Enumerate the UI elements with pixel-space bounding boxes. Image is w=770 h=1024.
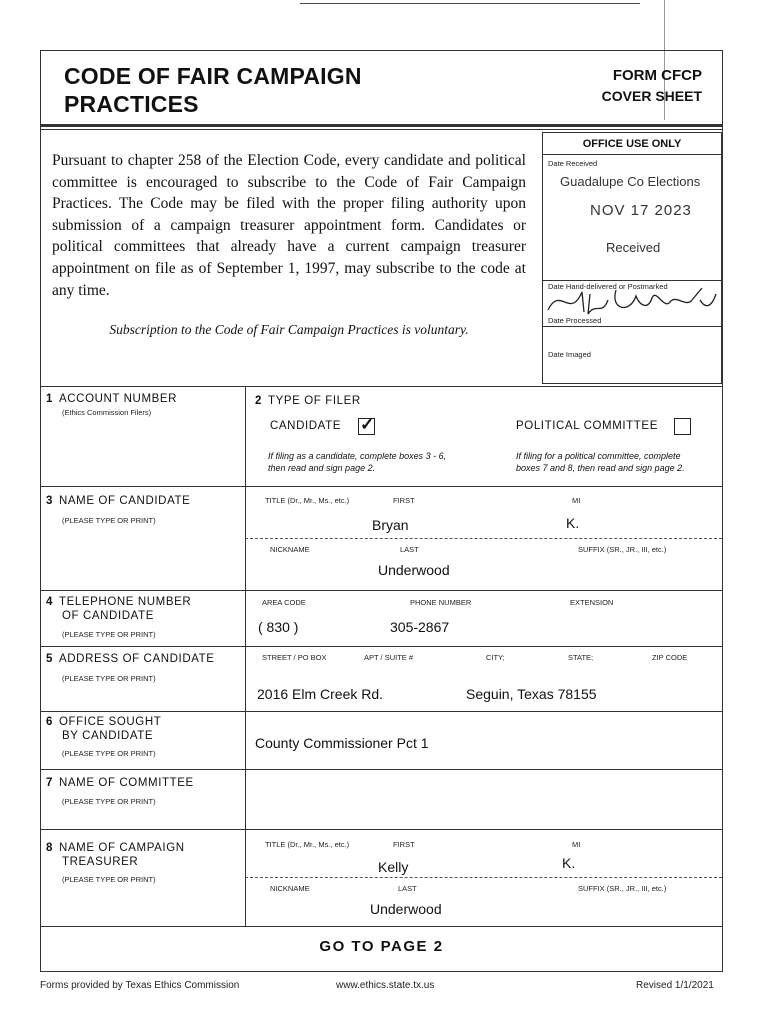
section-number: 3 (46, 495, 53, 507)
suffix-label: SUFFIX (SR., JR., III, etc.) (578, 545, 667, 554)
section-title-text: TYPE OF FILER (268, 395, 361, 407)
header-divider-thin (40, 129, 723, 130)
section-divider (40, 646, 723, 647)
intro-paragraph: Pursuant to chapter 258 of the Election Code, every candidate and political committee is encouraged to subscribe to the Code of Fair Campaign Practices. The Code may be filed with the proper filing authority upon submission of a campaign treasurer appointment form. Candidates or political committees that already have a current campaign treasurer appointment on file as of September 1, 1997, may subscribe to the code at any time. (52, 152, 526, 299)
office-use-title: OFFICE USE ONLY (582, 138, 682, 150)
last-name-label: LAST (398, 884, 417, 893)
treasurer-last-name[interactable]: Underwood (370, 901, 442, 917)
section-title-text: TREASURER (62, 856, 139, 868)
section-number: 7 (46, 777, 53, 789)
extension-label: EXTENSION (570, 598, 614, 607)
phone-number-label: PHONE NUMBER (410, 598, 472, 607)
section-8-title (46, 841, 185, 869)
section-4-title (46, 595, 191, 623)
note-line: If filing for a political committee, complete (516, 451, 681, 461)
footer-website[interactable]: www.ethics.state.tx.us (336, 980, 435, 991)
title-field-label: TITLE (Dr., Mr., Ms., etc.) (265, 496, 350, 505)
nickname-label: NICKNAME (270, 545, 310, 554)
office-use-divider (542, 154, 722, 155)
candidate-checkbox[interactable] (358, 415, 375, 435)
scan-artifact-line (300, 3, 640, 4)
candidate-instruction (268, 450, 446, 474)
city-state-zip-value[interactable]: Seguin, Texas 78155 (466, 686, 597, 702)
office-use-box (542, 132, 722, 384)
section-divider (40, 486, 723, 487)
section-5-title (46, 653, 215, 665)
section-number: 1 (46, 393, 53, 405)
section-number: 2 (255, 395, 262, 407)
section-8-sub: (PLEASE TYPE OR PRINT) (62, 875, 156, 884)
area-code-label: AREA CODE (262, 598, 306, 607)
section-divider (40, 386, 723, 387)
note-line: boxes 7 and 8, then read and sign page 2. (516, 463, 685, 473)
form-subtitle: COVER SHEET (601, 88, 702, 104)
section-title-text: ADDRESS OF CANDIDATE (59, 653, 215, 665)
form-id (560, 66, 702, 107)
office-sought-value[interactable]: County Commissioner Pct 1 (255, 735, 429, 751)
section-divider (40, 829, 723, 830)
section-number: 6 (46, 716, 53, 728)
candidate-last-name[interactable]: Underwood (378, 562, 450, 578)
middle-initial-label: MI (572, 496, 581, 505)
go-to-page-2: GO TO PAGE 2 (319, 938, 444, 955)
section-title-text: TELEPHONE NUMBER (59, 596, 192, 608)
voluntary-note: Subscription to the Code of Fair Campaign Practices is voluntary. (109, 322, 469, 337)
city-label: CITY; (486, 653, 505, 662)
zip-label: ZIP CODE (652, 653, 688, 662)
date-processed-label: Date Processed (548, 316, 602, 325)
section-1-sub: (Ethics Commission Filers) (62, 408, 152, 417)
section-6-title (46, 715, 161, 743)
title-line-1: CODE OF FAIR CAMPAIGN (64, 63, 362, 89)
street-label: STREET / PO BOX (262, 653, 327, 662)
note-line: If filing as a candidate, complete boxes 3 - 6, (268, 451, 447, 461)
dashed-divider (245, 877, 722, 878)
dashed-divider (245, 538, 722, 539)
check-mark-icon: ✓ (360, 415, 375, 434)
footer-revision: Revised 1/1/2021 (636, 980, 714, 991)
stamp-date: NOV 17 2023 (590, 202, 692, 219)
candidate-first-name[interactable]: Bryan (372, 517, 409, 533)
section-6-sub: (PLEASE TYPE OR PRINT) (62, 749, 156, 758)
middle-initial-label: MI (572, 840, 581, 849)
section-3-title (46, 495, 190, 507)
first-name-label: FIRST (393, 496, 415, 505)
section-4-sub: (PLEASE TYPE OR PRINT) (62, 630, 156, 639)
last-name-label: LAST (400, 545, 419, 554)
section-number: 4 (46, 596, 53, 608)
state-label: STATE; (568, 653, 594, 662)
phone-number-value[interactable]: 305-2867 (390, 619, 450, 635)
candidate-label: CANDIDATE (270, 420, 341, 432)
section-5-sub: (PLEASE TYPE OR PRINT) (62, 674, 156, 683)
section-title-text: OF CANDIDATE (62, 610, 154, 622)
section-title-text: NAME OF CAMPAIGN (59, 842, 185, 854)
stamp-received: Received (606, 240, 661, 255)
column-divider (245, 386, 246, 926)
section-3-sub: (PLEASE TYPE OR PRINT) (62, 516, 156, 525)
footer-provider: Forms provided by Texas Ethics Commission (40, 980, 240, 991)
section-2-title (255, 395, 361, 407)
note-line: then read and sign page 2. (268, 463, 376, 473)
section-7-sub: (PLEASE TYPE OR PRINT) (62, 797, 156, 806)
title-field-label: TITLE (Dr., Mr., Ms., etc.) (265, 840, 350, 849)
nickname-label: NICKNAME (270, 884, 310, 893)
office-use-divider (542, 326, 722, 327)
area-code-value[interactable]: ( 830 ) (258, 619, 299, 635)
committee-instruction (516, 450, 685, 474)
suffix-label: SUFFIX (SR., JR., III, etc.) (578, 884, 667, 893)
title-line-2: PRACTICES (64, 91, 199, 117)
political-committee-label: POLITICAL COMMITTEE (516, 420, 658, 432)
section-1-title (46, 393, 177, 405)
form-code: FORM CFCP (612, 67, 702, 84)
candidate-middle-initial[interactable]: K. (566, 515, 580, 531)
form-title (64, 62, 362, 118)
section-divider (40, 926, 723, 927)
section-title-text: ACCOUNT NUMBER (59, 393, 178, 405)
section-title-text: NAME OF COMMITTEE (59, 777, 194, 789)
section-7-title (46, 777, 194, 789)
treasurer-first-name[interactable]: Kelly (378, 859, 409, 875)
section-number: 8 (46, 842, 53, 854)
stamp-office: Guadalupe Co Elections (560, 174, 701, 189)
date-hand-delivered-label: Date Hand-delivered or Postmarked (548, 282, 668, 291)
date-imaged-label: Date Imaged (548, 350, 591, 359)
treasurer-middle-initial[interactable]: K. (562, 855, 576, 871)
section-divider (40, 769, 723, 770)
section-divider (40, 590, 723, 591)
section-number: 5 (46, 653, 53, 665)
political-committee-checkbox[interactable] (674, 418, 691, 435)
date-received-label: Date Received (548, 159, 598, 168)
street-value[interactable]: 2016 Elm Creek Rd. (257, 686, 384, 702)
first-name-label: FIRST (393, 840, 415, 849)
section-title-text: BY CANDIDATE (62, 730, 154, 742)
apt-label: APT / SUITE # (364, 653, 414, 662)
header-divider (40, 124, 723, 127)
section-title-text: OFFICE SOUGHT (59, 716, 162, 728)
section-title-text: NAME OF CANDIDATE (59, 495, 191, 507)
section-divider (40, 711, 723, 712)
